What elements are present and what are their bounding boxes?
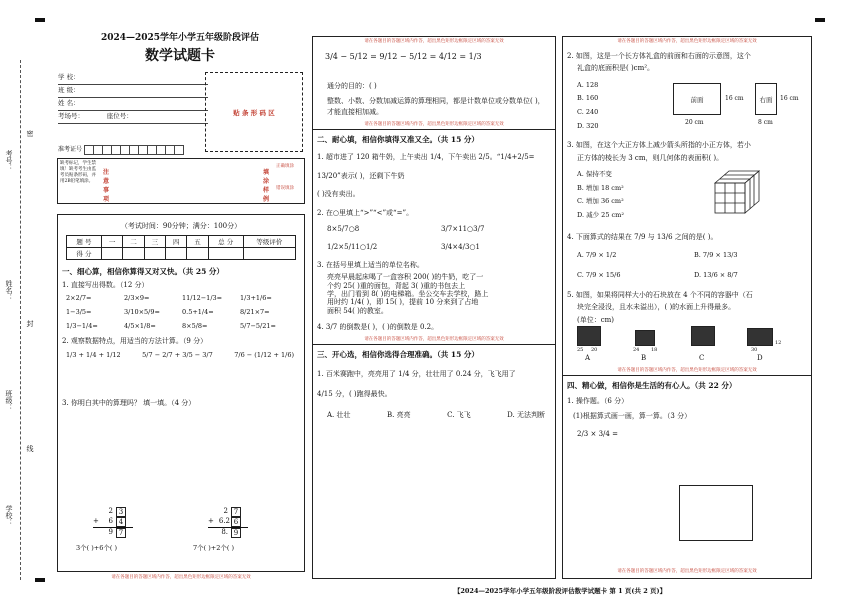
r-q5a: 5. 如图，如果将同样大小的石块放在 4 个不同的容器中（石 [567,291,753,300]
mix-item[interactable]: 5/7 − 2/7 + 3/5 − 3/7 [142,350,213,359]
calc-item[interactable]: 8×5/8= [182,322,208,331]
vertical-calc-1: 2 3 + 6 4 9 7 [93,507,153,538]
option-b[interactable]: B. 亮亮 [387,411,411,420]
compare-item[interactable]: 1/2×5/11○1/2 [327,242,378,251]
exam-room-field[interactable]: 考场号： 座位号： [58,111,208,124]
notice-area: 缺考标记，学生禁填！缺考考生由监考员贴条形码，并用2B铅笔填涂。 注意事项 填涂样例 正确填涂 错误填涂 [57,158,305,204]
s2-q1b[interactable]: 13/20”表示( )，还剩下牛奶 [317,171,405,180]
section4-title: 四、精心做，相信你是生活的有心人。（共 22 分） [567,381,737,391]
drawing-box[interactable] [679,485,753,541]
box-side-view: 右面 [755,83,777,115]
compare-item[interactable]: 3/7×11○3/7 [441,224,485,233]
barcode-area: 贴 条 形 码 区 [205,72,303,152]
vertical-calc-2: 2 7 + 6.2 6 8. 9 [208,507,268,538]
q3-option[interactable]: B. 增加 18 cm² [577,183,624,192]
side-exam-no: 考号： [5,150,13,171]
footer: 【2024—2025学年小学五年级阶段评估数学试题卡 第 1 页(共 2 页)】 [453,587,667,595]
calc-grid [66,294,298,330]
corner-mark [35,18,45,22]
side-school: 学校： [5,505,13,526]
dim-label: 16 cm [725,95,744,102]
s2-q1c[interactable]: ( )没有卖出。 [317,190,360,199]
left-bottom-note: 请在各题目的答题区域内作答，超出黑色矩形边框限定区域的答案无效 [111,575,251,580]
seal-xian: 线 [26,445,34,452]
binding-dash-line [20,60,21,580]
option-a[interactable]: A. 壮壮 [327,411,351,420]
mix-item[interactable]: 1/3 + 1/4 + 1/12 [66,350,121,359]
container-c [691,326,715,346]
q4-option[interactable]: A. 7/9 × 1/2 [577,251,617,260]
option-c[interactable]: C. 飞飞 [447,411,471,420]
info-fields [58,72,208,124]
left-answer-area [57,214,305,572]
rule-text[interactable]: 整数、小数、分数加减运算的算理相同，都是计数单位或分数单位( )，才能直接相加减。 [327,96,545,117]
s3-options [327,410,545,420]
r-q3b[interactable]: 正方体的棱长为 3 cm，则几何体的表面积( )。 [577,153,724,162]
q2-option[interactable]: C. 240 [577,108,599,117]
r-q5b[interactable]: 块完全浸没，且水未溢出），( )的水面上升得最多。 [577,303,736,312]
s3-q1a: 1. 百米赛跑中，亮亮用了 1/4 分，壮壮用了 0.24 分，飞飞用了 [317,369,516,378]
calc-item[interactable]: 1−3/5= [66,308,92,317]
class-field[interactable]: 班 级： [58,85,208,98]
ticket-number-row[interactable]: 准考证号 [58,144,208,156]
box-front-view: 前面 [673,83,721,115]
score-table: 题 号 一 二 三 四 五 总 分 等级评价 得 分 [66,235,296,260]
container-a [577,326,601,346]
q4-option[interactable]: D. 13/6 × 8/7 [694,271,738,280]
s1-q2: 2. 观察数据特点，用适当的方法计算。（9 分） [62,337,208,346]
side-class: 班级： [5,390,13,411]
r-q5c: (单位：cm) [577,315,615,324]
compare-grid [327,225,555,251]
right-answer-area: 请在各题目的答题区域内作答，超出黑色矩形边框限定区域的答案无效 2. 如图，这是一个长方体礼盒的前面和右面的示意图，这个 礼盒的底面积是( )cm²。 A. 128 B. 160 C. 240 D. 320 前面 16 cm 20 cm 右面 16 cm 8 cm 3. 如图，在这个大正方体上减少箭头所指的小正方体，若小 正方体的棱长为 3 cm，则几何体的表面积( )。 A. 保持不变 B. 增加 18 cm² C. 增加 36 cm² D. 减少 25 cm² 4. 下面算式的结果在 7/9 与 13/6 之间的是( )。 A. 7/9 × 1/2 B. 7/9 × 13/3 C. 7/9 × 15/6 D. 13/6 × 8/7 5. 如图，如果将同样大小的石块放在 4 个不同的容器中（石 块完全浸没，且水未溢出），( )的水面上升得最多。 (单位：cm) 25 20 24 18 30 12 A B C D 请在各题目的答题区域内作答，超出黑色矩形边框限定区域的答案无效 四、精心做，相信你是生活的有心人。（共 22 分） 1. 操作题。（6 分） (1)根据算式画一画，算一算。（3 分） 2/3 × 3/4 = [562,36,812,579]
q3-option[interactable]: A. 保持不变 [577,170,612,179]
op-title: 1. 操作题。（6 分） [567,397,629,406]
q3-option[interactable]: C. 增加 36 cm² [577,197,624,206]
calc-item[interactable]: 5/7−5/21= [240,322,276,331]
blank-1[interactable]: 3个( )+6个( ) [76,544,117,552]
side-name: 姓名： [5,280,13,301]
compare-item[interactable]: 8×5/7○8 [327,224,360,233]
school-field[interactable]: 学 校： [58,72,208,85]
middle-answer-area: 请在各题目的答题区域内作答，超出黑色矩形边框限定区域的答案无效 3/4 − 5/12 = 9/12 − 5/12 = 4/12 = 1/3 通分的目的：( ) 整数、小数、分数加减运算的算理相同，都是计数单位或分数单位( )，才能直接相加减。 请在各题目的答题区域内作答，超出黑色矩形边框限定区域的答案无效 二、耐心填，相信你填得又准又全。（共 15 分） 1. 超市进了 120 箱牛奶，上午卖出 1/4，下午卖出 2/5。“1/4+2/5= 13/20”表示( )，还剩下牛奶 ( )没有卖出。 2. 在○里填上“>”“<”或“=”。 8×5/7○8 3/7×11○3/7 1/2×5/11○1/2 3/4×4/3○1 3. 在括号里填上适当的单位名称。 亮亮早晨起床喝了一盒容积 200( )的牛奶，吃了一 个约 25( )重的面包，背起 3( )重的书包去上 学，出门看到 8( )的电梯箱。坐公交车去学校，路上 用时约 1/4( )，即 15( )，提前 10 分来到了占地 面积 54( )的教室。 4. 3/7 的倒数是( )，( )的倒数是 0.2。 请在各题目的答题区域内作答，超出黑色矩形边框限定区域的答案无效 三、开心选，相信你选得合理准确。（共 15 分） 1. 百米赛跑中，亮亮用了 1/4 分，壮壮用了 0.24 分，飞飞用了 4/15 分，( )跑得最快。 A. 壮壮 B. 亮亮 C. 飞飞 D. 无法判断 [312,36,556,579]
mix-row [66,351,294,359]
compare-item[interactable]: 3/4×4/3○1 [441,242,480,251]
seal-mi: 密 [26,130,34,137]
q4-option[interactable]: B. 7/9 × 13/3 [694,251,738,260]
op-expr[interactable]: 2/3 × 3/4 = [577,430,618,439]
op1-title: (1)根据算式画一画，算一算。（3 分） [573,411,692,420]
seal-feng: 封 [26,320,34,327]
s3-q1b[interactable]: 4/15 分，( )跑得最快。 [317,390,392,399]
card-title: 数学试题卡 [145,48,215,64]
dim-label: 16 cm [780,95,799,102]
calc-item[interactable]: 3/10×5/9= [124,308,160,317]
r-q2a: 2. 如图，这是一个长方体礼盒的前面和右面的示意图，这个 [567,52,751,60]
dim-label: 20 cm [685,119,704,126]
exam-info: （考试时间：90分钟；满分：100分） [120,222,242,230]
s1-q1: 1. 直接写出得数。（12 分） [62,281,149,289]
corner-mark [815,18,825,22]
fraction-expr: 3/4 − 5/12 = 9/12 − 5/12 = 4/12 = 1/3 [325,52,482,61]
purpose-line[interactable]: 通分的目的：( ) [327,81,377,90]
s2-q4[interactable]: 4. 3/7 的倒数是( )，( )的倒数是 0.2。 [317,323,439,332]
calc-item[interactable]: 8/21×7= [240,308,270,317]
section3-title: 三、开心选，相信你选得合理准确。（共 15 分） [317,349,479,359]
blank-2[interactable]: 7个( )+2个( ) [193,544,234,552]
exam-title: 2024—2025学年小学五年级阶段评估 [100,33,260,43]
q2-option[interactable]: A. 128 [577,80,599,89]
container-b [635,330,655,346]
calc-item[interactable]: 1/3−1/4= [66,322,98,331]
corner-mark [35,578,45,582]
q2-option[interactable]: D. 320 [577,121,599,130]
calc-item[interactable]: 11/12−1/3= [182,294,223,303]
s1-q3: 3. 你明白其中的算理吗？ 填一填。（4 分） [62,398,196,407]
section2-title: 二、耐心填，相信你填得又准又全。（共 15 分） [317,135,479,145]
name-field[interactable]: 姓 名： [58,98,208,111]
q4-options [577,251,811,279]
r-q3a: 3. 如图，在这个大正方体上减少箭头所指的小正方体，若小 [567,141,751,150]
right-bottom-note: 请在各题目的答题区域内作答，超出黑色矩形边框限定区域的答案无效 [617,569,757,574]
calc-item[interactable]: 2×2/7= [66,294,92,303]
story-block: 亮亮早晨起床喝了一盒容积 200( )的牛奶，吃了一 个约 25( )重的面包，背起 3( )重的书包去上 学，出门看到 8( )的电梯箱。坐公交车去学校，路上 用时约 1/4( )，即 15( )，提前 10 分来到了占地 面积 54( )的教室。 [327,273,489,315]
s2-q1a: 1. 超市进了 120 箱牛奶，上午卖出 1/4，下午卖出 2/5。“1/4+2/5= [317,153,535,162]
calc-item[interactable]: 1/3+1/6= [240,294,272,303]
r-q2b[interactable]: 礼盒的底面积是( )cm²。 [577,64,655,73]
container-d [747,328,773,346]
header-block [55,30,305,65]
calc-item[interactable]: 2/3×9= [124,294,150,303]
s2-q2: 2. 在○里填上“>”“<”或“=”。 [317,208,414,217]
q3-option[interactable]: D. 减少 25 cm² [577,211,624,220]
cube-figure [713,169,761,217]
option-d[interactable]: D. 无法判断 [507,411,545,420]
calc-item[interactable]: 0.5+1/4= [182,308,214,317]
section1-title: 一、细心算，相信你算得又对又快。（共 25 分） [62,267,224,276]
s2-q3: 3. 在括号里填上适当的单位名称。 [317,260,424,269]
dim-label: 8 cm [758,119,773,126]
mix-item[interactable]: 7/6 − (1/12 + 1/6) [234,350,294,359]
containers: 25 20 24 18 30 12 A B C D [577,326,811,364]
q3-options [577,168,811,223]
q4-option[interactable]: C. 7/9 × 15/6 [577,271,621,280]
q2-option[interactable]: B. 160 [577,94,599,103]
r-q4[interactable]: 4. 下面算式的结果在 7/9 与 13/6 之间的是( )。 [567,232,718,241]
calc-item[interactable]: 4/5×1/8= [124,322,156,331]
